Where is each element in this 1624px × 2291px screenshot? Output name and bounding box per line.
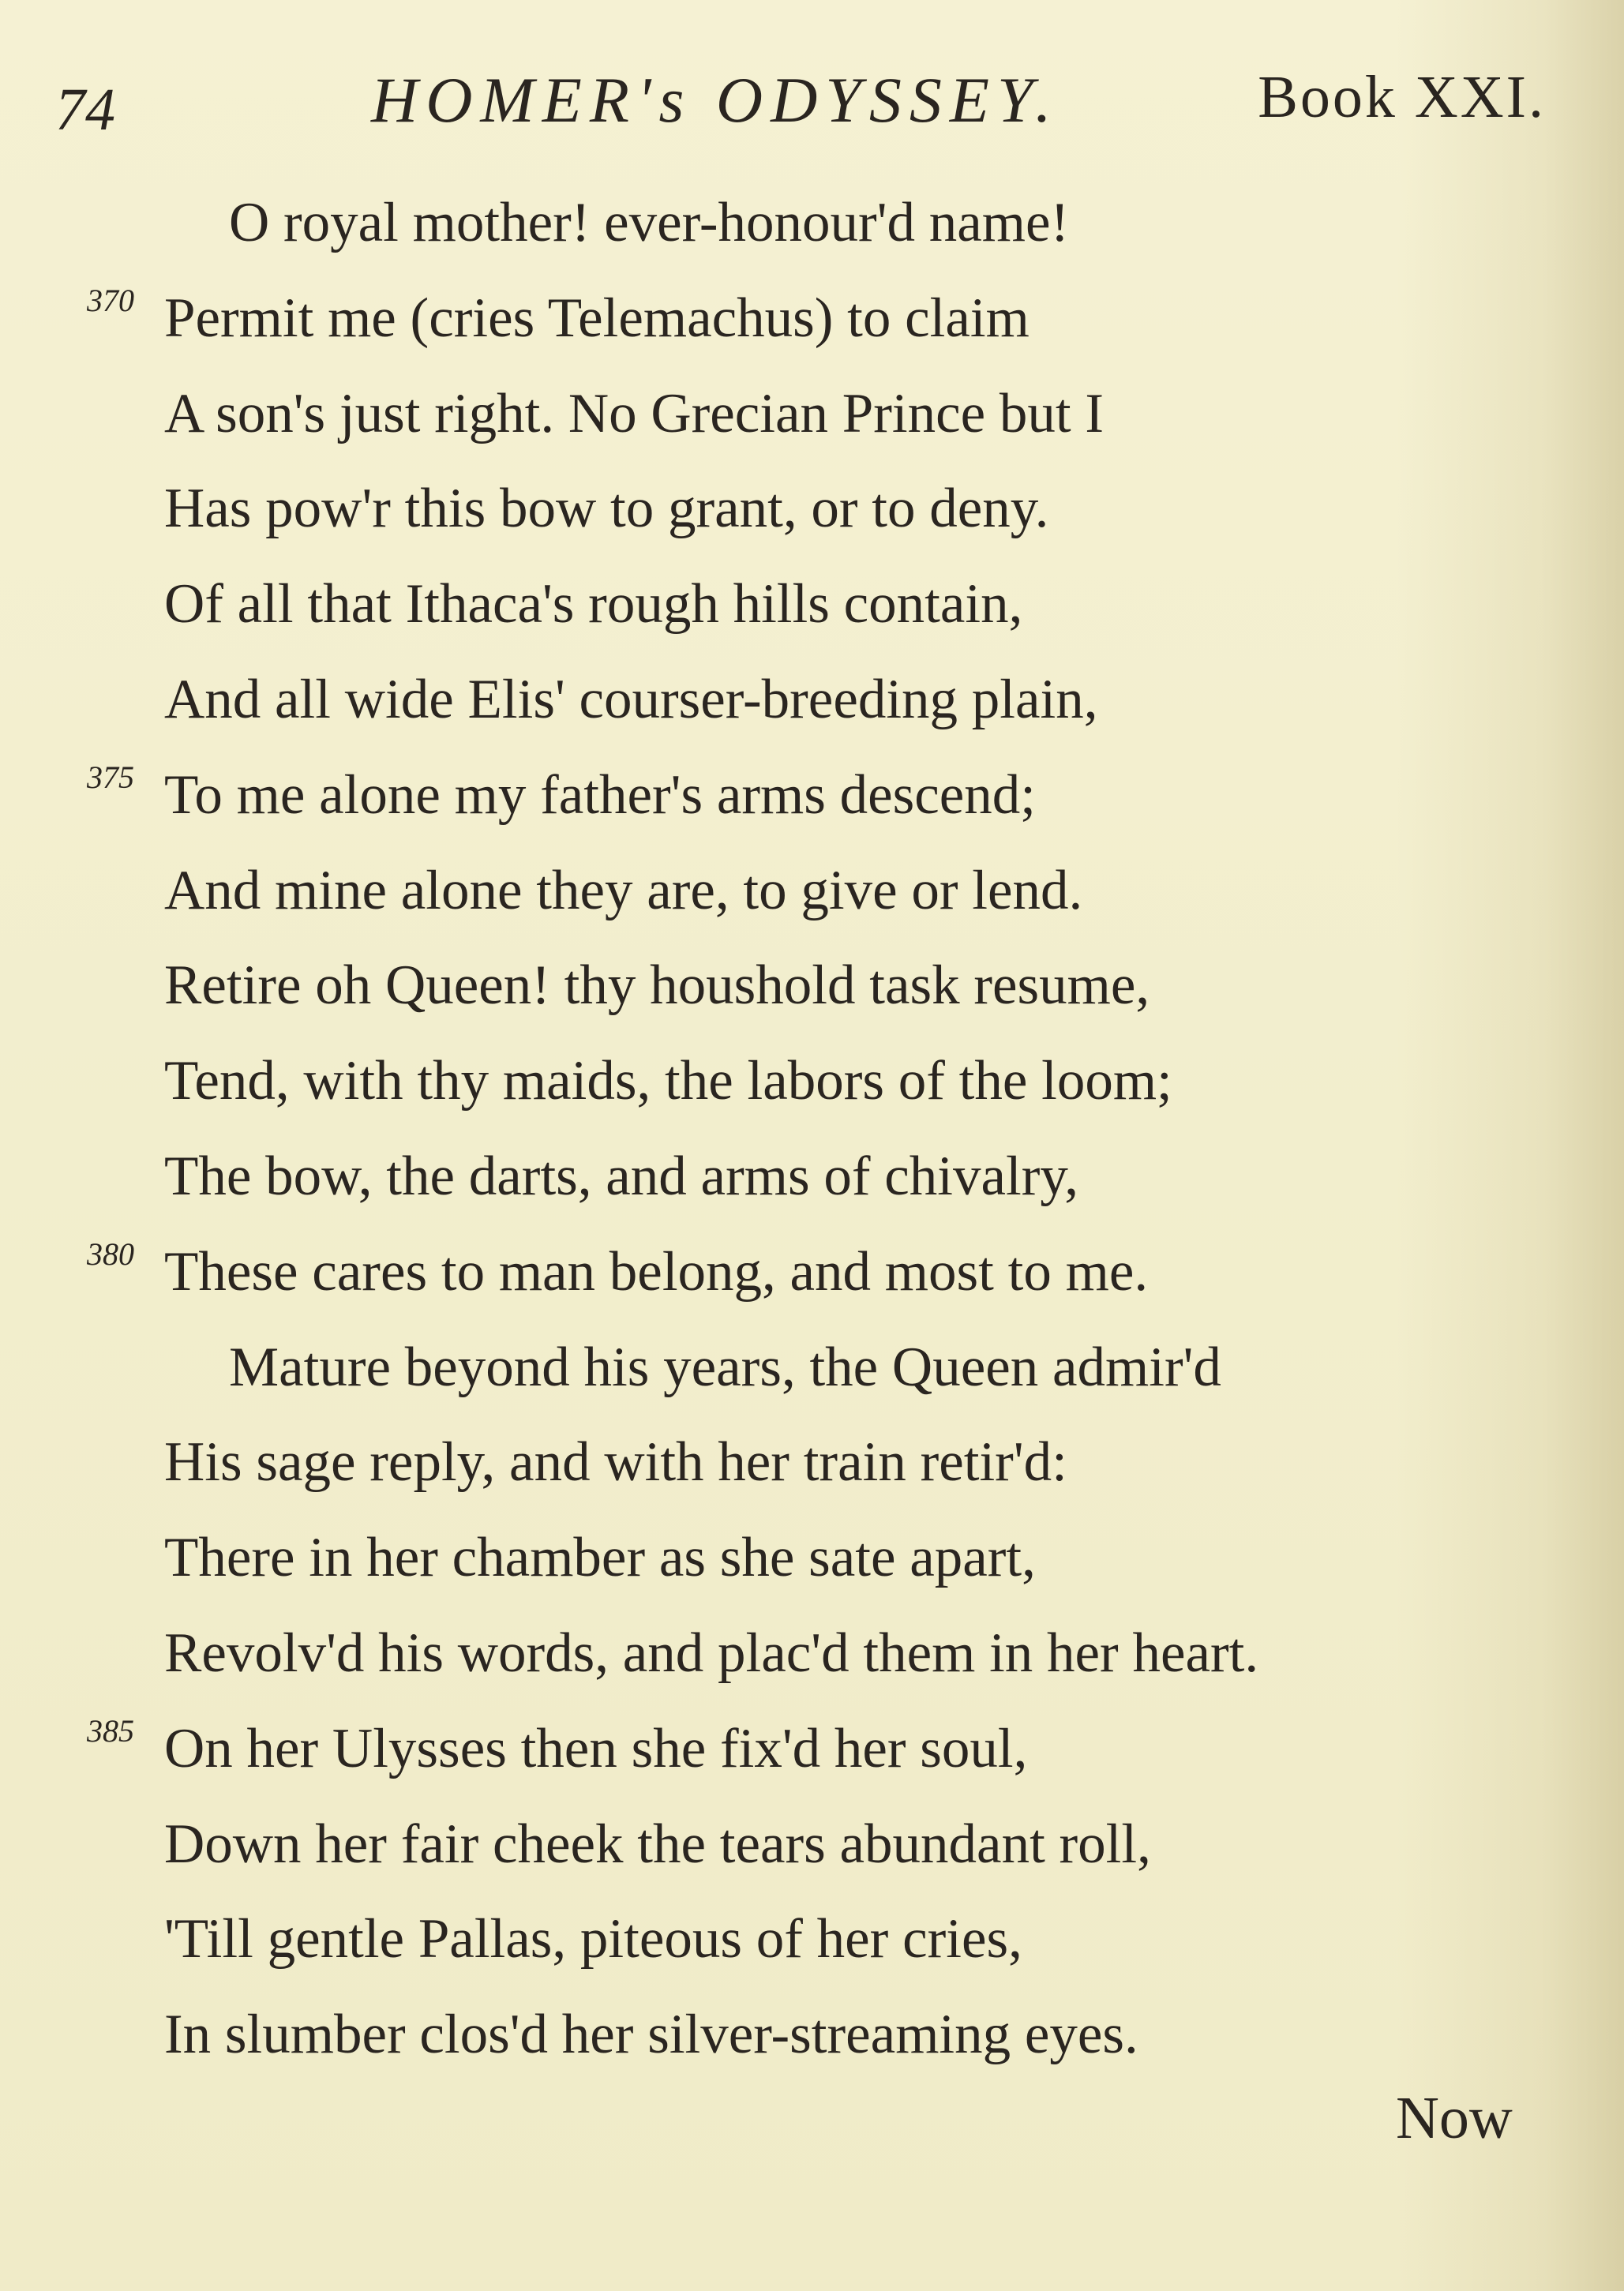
catchword: Now [1396,2085,1513,2151]
line-number: 370 [87,282,134,318]
poem-line [0,1709,1624,1805]
poem-line [0,183,1624,279]
line-text: And mine alone they are, to give or lend. [164,859,1083,921]
line-text: 'Till gentle Pallas, piteous of her cries, [164,1908,1022,1970]
line-text: O royal mother! ever-honour'd name! [229,192,1070,253]
running-title: HOMER's ODYSSEY. [371,64,1060,136]
poem-line [0,279,1624,374]
poem-line [0,1232,1624,1328]
line-text: The bow, the darts, and arms of chivalry, [164,1145,1078,1207]
line-text: To me alone my father's arms descend; [164,763,1037,826]
poem-line [0,1614,1624,1709]
line-text: Tend, with thy maids, the labors of the loom; [164,1050,1172,1112]
line-text: Permit me (cries Telemachus) to claim [164,287,1030,349]
line-text: On her Ulysses then she fix'd her soul, [164,1717,1028,1779]
line-text: A son's just right. No Grecian Prince but I [164,382,1105,444]
line-text: Has pow'r this bow to grant, or to deny. [164,478,1049,540]
line-text: In slumber clos'd her silver-streaming eyes. [164,2004,1138,2066]
poem-line [0,374,1624,470]
poem-line [0,1328,1624,1423]
line-number: 375 [87,759,134,795]
line-text: There in her chamber as she sate apart, [164,1527,1036,1589]
line-text: These cares to man belong, and most to me. [164,1240,1149,1303]
poem-line [0,851,1624,947]
poem-line [0,1423,1624,1518]
line-text: Mature beyond his years, the Queen admir'd [229,1336,1221,1398]
poem-line [0,1805,1624,1900]
poem-line [0,946,1624,1041]
line-text: His sage reply, and with her train retir'd: [164,1431,1067,1494]
line-text: Revolv'd his words, and plac'd them in her heart. [164,1622,1259,1684]
poem-line [0,660,1624,756]
poem-line [0,1518,1624,1614]
page-number: 74 [55,77,115,143]
line-number: 380 [87,1235,134,1272]
poem-line [0,1995,1624,2090]
poem-line [0,1899,1624,1995]
line-text: Retire oh Queen! thy houshold task resume, [164,954,1150,1017]
poem-line [0,756,1624,851]
line-number: 385 [87,1712,134,1749]
poem-text [0,183,1624,2090]
poem-line [0,469,1624,564]
page-header [55,63,1555,150]
line-text: Of all that Ithaca's rough hills contain, [164,573,1023,636]
poem-line [0,564,1624,660]
poem-line [0,1137,1624,1232]
book-label: Book XXI. [1258,64,1546,130]
line-text: Down her fair cheek the tears abundant roll, [164,1813,1151,1875]
poem-line [0,1041,1624,1137]
line-text: And all wide Elis' courser-breeding plain, [164,668,1098,730]
